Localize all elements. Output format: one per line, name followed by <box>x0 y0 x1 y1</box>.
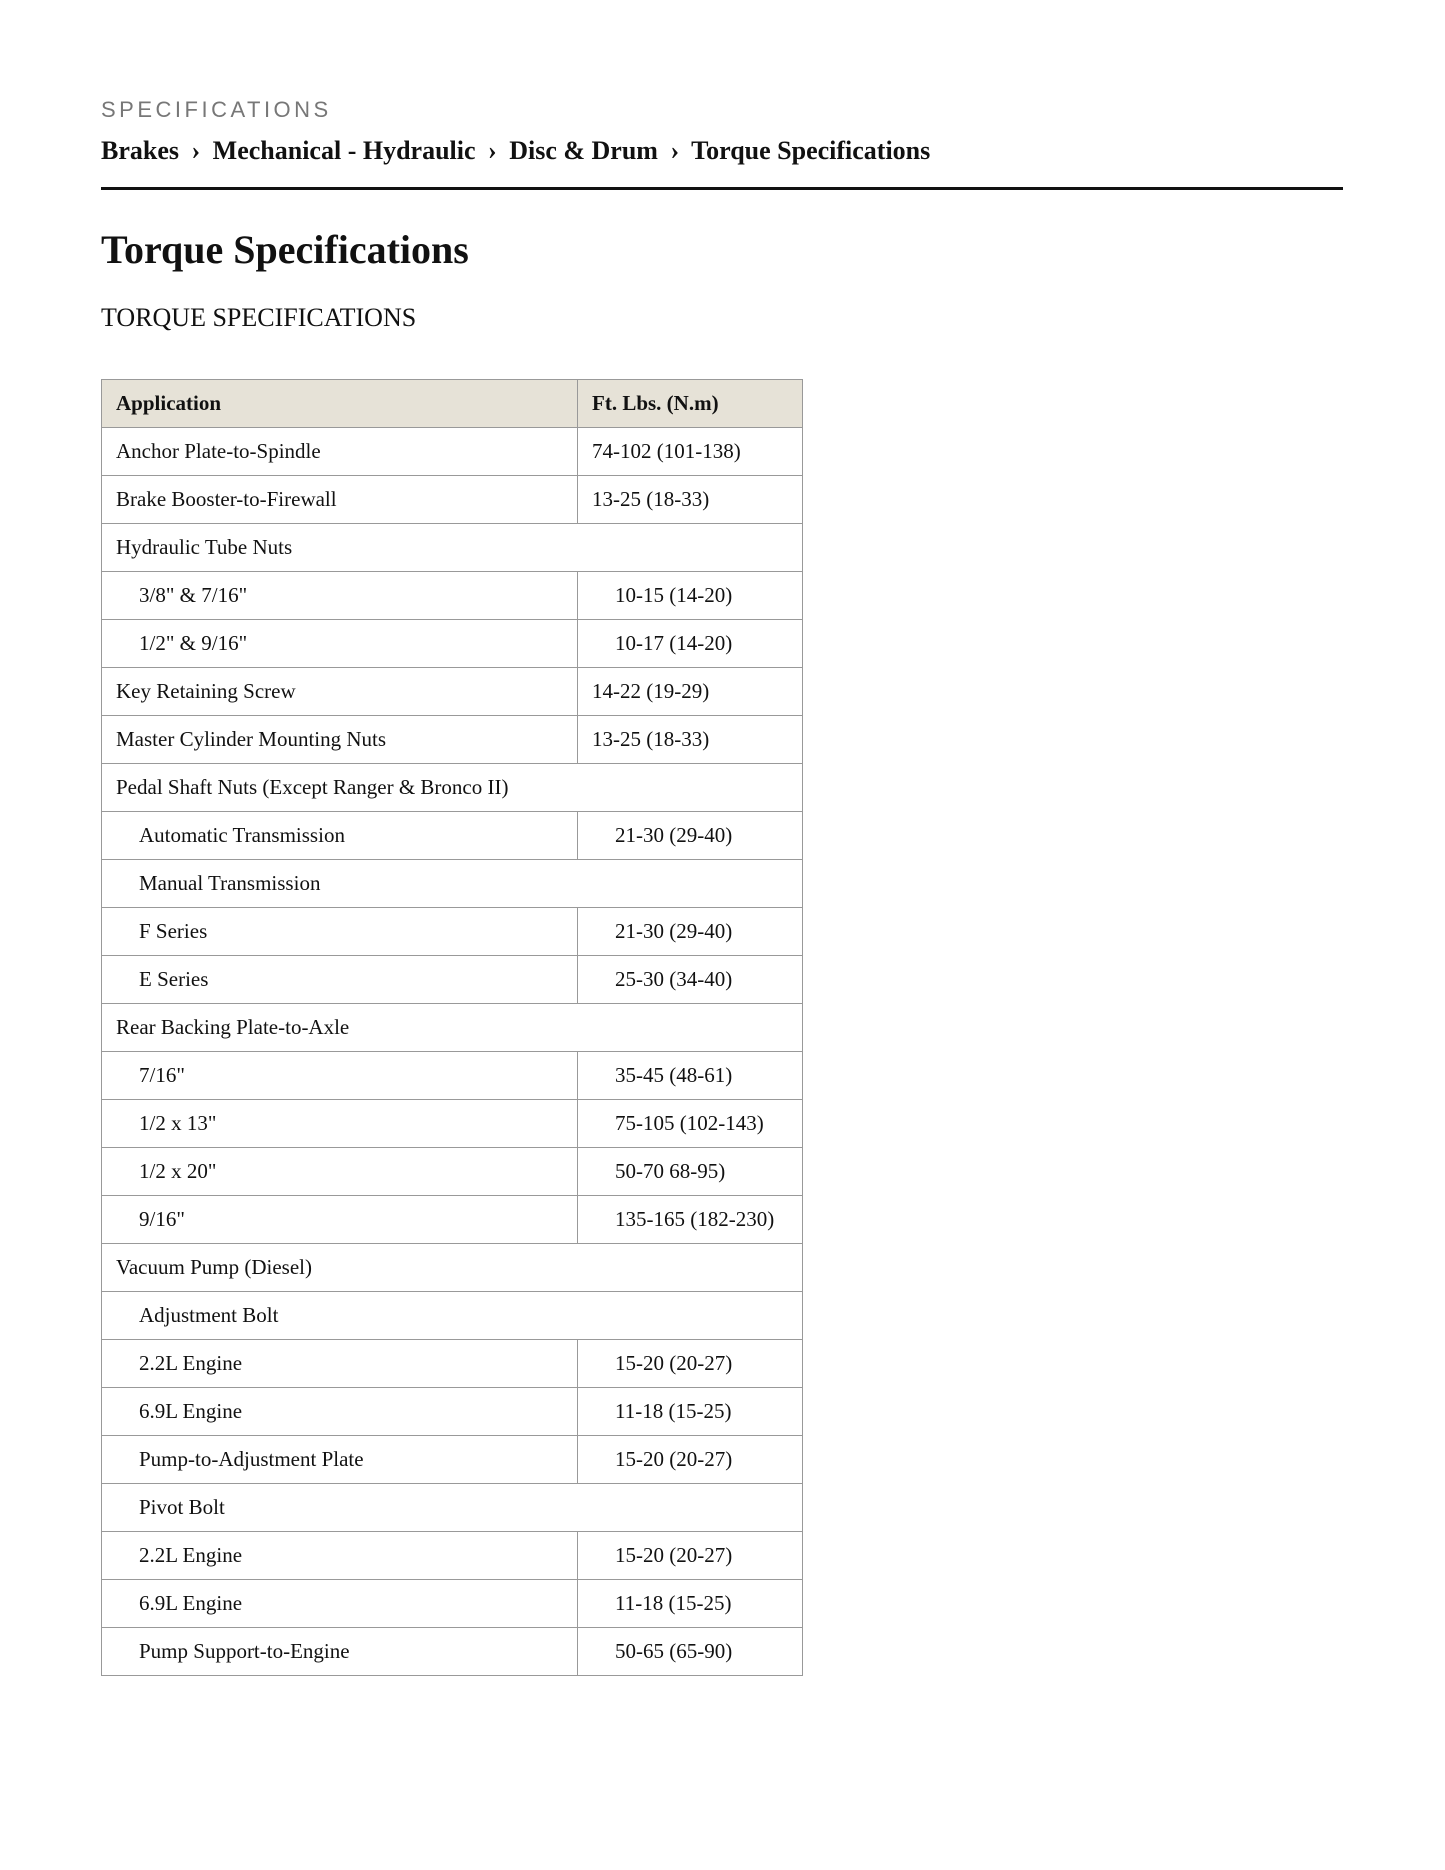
application-cell: 1/2" & 9/16" <box>102 620 578 668</box>
table-row <box>102 1340 803 1388</box>
torque-value-cell: 11-18 (15-25) <box>578 1580 803 1628</box>
application-cell: Pump Support-to-Engine <box>102 1628 578 1676</box>
torque-value-cell: 15-20 (20-27) <box>578 1532 803 1580</box>
table-group-row <box>102 1484 803 1532</box>
application-cell: F Series <box>102 908 578 956</box>
torque-value-cell: 35-45 (48-61) <box>578 1052 803 1100</box>
application-cell: 7/16" <box>102 1052 578 1100</box>
application-cell: 1/2 x 13" <box>102 1100 578 1148</box>
torque-value-cell: 15-20 (20-27) <box>578 1340 803 1388</box>
table-header-row <box>102 380 803 428</box>
torque-value-cell: 15-20 (20-27) <box>578 1436 803 1484</box>
table-group-row <box>102 524 803 572</box>
breadcrumb-item[interactable]: Brakes <box>101 136 179 165</box>
application-cell: Pivot Bolt <box>102 1484 803 1532</box>
torque-value-cell: 10-15 (14-20) <box>578 572 803 620</box>
application-cell: Anchor Plate-to-Spindle <box>102 428 578 476</box>
breadcrumb <box>101 134 1343 190</box>
table-row <box>102 1436 803 1484</box>
table-row <box>102 1532 803 1580</box>
torque-value-cell: 21-30 (29-40) <box>578 812 803 860</box>
torque-value-cell: 74-102 (101-138) <box>578 428 803 476</box>
table-row <box>102 668 803 716</box>
breadcrumb-item[interactable]: Mechanical - Hydraulic <box>212 136 476 165</box>
breadcrumb-item-current: Torque Specifications <box>691 136 931 165</box>
application-cell: Master Cylinder Mounting Nuts <box>102 716 578 764</box>
application-cell: 1/2 x 20" <box>102 1148 578 1196</box>
table-row <box>102 908 803 956</box>
table-group-row <box>102 860 803 908</box>
table-body <box>102 428 803 1676</box>
application-cell: Brake Booster-to-Firewall <box>102 476 578 524</box>
table-row <box>102 476 803 524</box>
torque-spec-table <box>101 379 803 1676</box>
torque-value-cell: 11-18 (15-25) <box>578 1388 803 1436</box>
application-cell: Automatic Transmission <box>102 812 578 860</box>
table-row <box>102 620 803 668</box>
application-cell: Vacuum Pump (Diesel) <box>102 1244 803 1292</box>
torque-value-cell: 13-25 (18-33) <box>578 476 803 524</box>
table-row <box>102 1388 803 1436</box>
breadcrumb-item[interactable]: Disc & Drum <box>509 136 658 165</box>
application-cell: Key Retaining Screw <box>102 668 578 716</box>
table-row <box>102 1580 803 1628</box>
breadcrumb-separator: › <box>488 136 497 165</box>
column-header-application: Application <box>102 380 578 428</box>
breadcrumb-separator: › <box>670 136 680 165</box>
application-cell: Adjustment Bolt <box>102 1292 803 1340</box>
torque-value-cell: 25-30 (34-40) <box>578 956 803 1004</box>
torque-value-cell: 50-70 68-95) <box>578 1148 803 1196</box>
torque-value-cell: 75-105 (102-143) <box>578 1100 803 1148</box>
application-cell: Rear Backing Plate-to-Axle <box>102 1004 803 1052</box>
torque-value-cell: 10-17 (14-20) <box>578 620 803 668</box>
page-title: Torque Specifications <box>101 227 469 272</box>
table-group-row <box>102 1004 803 1052</box>
section-subtitle: TORQUE SPECIFICATIONS <box>101 303 417 332</box>
table-row <box>102 812 803 860</box>
breadcrumb-separator: › <box>191 136 201 165</box>
application-cell: 9/16" <box>102 1196 578 1244</box>
application-cell: Pedal Shaft Nuts (Except Ranger & Bronco II) <box>102 764 803 812</box>
torque-value-cell: 14-22 (19-29) <box>578 668 803 716</box>
application-cell: Pump-to-Adjustment Plate <box>102 1436 578 1484</box>
section-label: SPECIFICATIONS <box>101 97 332 122</box>
application-cell: 6.9L Engine <box>102 1388 578 1436</box>
table-row <box>102 956 803 1004</box>
application-cell: Hydraulic Tube Nuts <box>102 524 803 572</box>
application-cell: Manual Transmission <box>102 860 803 908</box>
application-cell: 6.9L Engine <box>102 1580 578 1628</box>
table-row <box>102 428 803 476</box>
torque-value-cell: 135-165 (182-230) <box>578 1196 803 1244</box>
application-cell: 3/8" & 7/16" <box>102 572 578 620</box>
application-cell: 2.2L Engine <box>102 1532 578 1580</box>
table-row <box>102 716 803 764</box>
torque-value-cell: 13-25 (18-33) <box>578 716 803 764</box>
table-group-row <box>102 1244 803 1292</box>
application-cell: 2.2L Engine <box>102 1340 578 1388</box>
table-row <box>102 1052 803 1100</box>
torque-value-cell: 21-30 (29-40) <box>578 908 803 956</box>
table-group-row <box>102 764 803 812</box>
table-row <box>102 1628 803 1676</box>
table-row <box>102 1148 803 1196</box>
torque-value-cell: 50-65 (65-90) <box>578 1628 803 1676</box>
table-row <box>102 572 803 620</box>
application-cell: E Series <box>102 956 578 1004</box>
table-group-row <box>102 1292 803 1340</box>
column-header-torque: Ft. Lbs. (N.m) <box>578 380 803 428</box>
table-row <box>102 1196 803 1244</box>
table-row <box>102 1100 803 1148</box>
